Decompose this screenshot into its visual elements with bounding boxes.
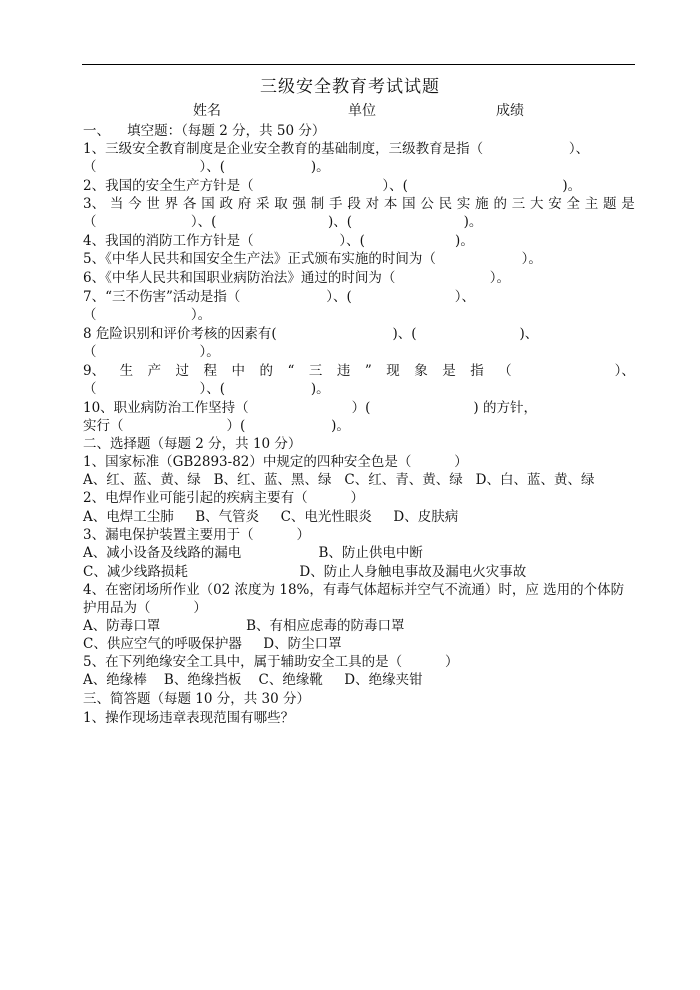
- justified-glyph: 公: [420, 196, 434, 212]
- q6-line: 6、《中华人民共和国职业病防治法》通过的时间为（ ）。: [83, 270, 510, 286]
- mc-q2: 2、电焊作业可能引起的疾病主要有（ ）: [83, 490, 365, 506]
- justified-glyph: 今: [128, 196, 142, 212]
- q5-line: 5、《中华人民共和国安全生产法》正式颁布实施的时间为（ ）。: [83, 251, 542, 267]
- justified-glyph: 三: [308, 363, 323, 379]
- justified-glyph: 本: [383, 196, 398, 212]
- justified-glyph: 大: [529, 196, 544, 212]
- justified-glyph: 的: [493, 196, 507, 212]
- q8-line-2: （ ）。: [83, 344, 220, 360]
- justified-glyph: 段: [347, 196, 361, 212]
- justified-glyph: 府: [237, 196, 252, 212]
- justified-glyph: 9、: [83, 363, 106, 379]
- justified-glyph: （ ）、: [498, 363, 635, 379]
- q2-line: 2、我国的安全生产方针是（ ）、( )。: [83, 178, 582, 194]
- justified-glyph: 违: [336, 363, 351, 379]
- score-label: 成绩: [496, 103, 524, 119]
- justified-glyph: 国: [201, 196, 215, 212]
- mc-q5: 5、在下列绝缘安全工具中，属于辅助安全工具的是（ ）: [83, 654, 459, 670]
- justified-glyph: 政: [219, 196, 233, 212]
- q3-line-2: （ ）、( )、( )。: [83, 214, 483, 230]
- justified-glyph: 施: [475, 196, 489, 212]
- justified-glyph: 是: [442, 363, 456, 379]
- q8-line-1: 8 危险识别和评价考核的因素有( )、( )、: [83, 326, 539, 342]
- justified-glyph: 安: [548, 196, 562, 212]
- q1-line-1: 1、三级安全教育制度是企业安全教育的基础制度，三级教育是指（ ）、: [83, 141, 590, 157]
- mc-q1: 1、国家标准（GB2893-82）中规定的四种安全色是（ ）: [83, 454, 468, 470]
- justified-glyph: 强: [292, 196, 307, 212]
- justified-glyph: 采: [255, 196, 270, 212]
- section-1-heading: 一、 填空题：（每题 2 分，共 50 分）: [83, 123, 326, 139]
- justified-glyph: 各: [182, 196, 197, 212]
- mc-q1-options: A、红、蓝、黄、绿 B、红、蓝、黑、绿 C、红、青、黄、绿 D、白、蓝、黄、绿: [83, 472, 595, 488]
- q10-line-1: 10、职业病防治工作坚持（ ）( ) 的方针，: [83, 400, 537, 416]
- section-3-heading: 三、简答题（每题 10 分，共 30 分）: [83, 691, 311, 707]
- mc-q3: 3、漏电保护装置主要用于（ ）: [83, 527, 311, 543]
- name-label: 姓名: [193, 103, 221, 119]
- justified-glyph: 题: [603, 196, 617, 212]
- page-title: 三级安全教育考试试题: [260, 77, 440, 97]
- justified-glyph: 三: [511, 196, 526, 212]
- q7-line-1: 7、“三不伤害”活动是指（ ）、( ）、: [83, 289, 475, 305]
- mc-q4-options-c: C、供应空气的呼吸保护器 D、防尘口罩: [83, 636, 342, 652]
- justified-glyph: 当: [109, 196, 124, 212]
- justified-glyph: 指: [470, 363, 484, 379]
- justified-glyph: 对: [365, 196, 380, 212]
- q7-line-2: （ ）。: [83, 307, 212, 323]
- section-2-heading: 二、选择题（每题 2 分，共 10 分）: [83, 436, 302, 452]
- justified-glyph: 象: [414, 363, 428, 379]
- essay-q1: 1、操作现场违章表现范围有哪些？: [83, 710, 295, 726]
- mc-q5-options: A、绝缘棒 B、绝缘挡板 C、绝缘靴 D、绝缘夹钳: [83, 672, 423, 688]
- mc-q4-line-1: 4、在密闭场所作业（02 浓度为 18%，有毒气体超标并空气不流通）时，应 选用的个体防: [83, 582, 625, 598]
- justified-glyph: “: [287, 363, 295, 379]
- justified-glyph: 实: [456, 196, 471, 212]
- justified-glyph: 3、: [83, 196, 106, 212]
- mc-q4-options-a: A、防毒口罩 B、有相应虑毒的防毒口罩: [83, 618, 405, 634]
- justified-glyph: 国: [402, 196, 416, 212]
- justified-glyph: 手: [329, 196, 343, 212]
- justified-glyph: 产: [147, 363, 162, 379]
- justified-glyph: 世: [146, 196, 160, 212]
- q9-line-1: [83, 361, 635, 381]
- mc-q3-options-c: C、减少线路损耗 D、防止人身触电事故及漏电火灾事故: [83, 564, 527, 580]
- justified-glyph: 中: [231, 363, 246, 379]
- justified-glyph: 的: [259, 363, 273, 379]
- justified-glyph: 过: [175, 363, 190, 379]
- justified-glyph: 取: [274, 196, 288, 212]
- q4-line: 4、我国的消防工作方针是（ ）、( )。: [83, 233, 474, 249]
- q9-line-2: （ ）、( )。: [83, 381, 330, 397]
- justified-glyph: 主: [584, 196, 599, 212]
- justified-glyph: 民: [438, 196, 453, 212]
- justified-glyph: 制: [310, 196, 325, 212]
- mc-q3-options-a: A、减小设备及线路的漏电 B、防止供电中断: [83, 545, 423, 561]
- justified-glyph: 现: [386, 363, 400, 379]
- justified-glyph: 生: [119, 363, 134, 379]
- justified-glyph: ”: [364, 363, 372, 379]
- mc-q4-line-2: 护用品为（ ）: [83, 600, 207, 616]
- q1-line-2: （ ）、( )。: [83, 159, 330, 175]
- justified-glyph: 界: [164, 196, 179, 212]
- justified-glyph: 全: [566, 196, 580, 212]
- mc-q2-options: A、电焊工尘肺 B、气管炎 C、电光性眼炎 D、皮肤病: [83, 509, 459, 525]
- q10-line-2: 实行（ ）( )。: [83, 418, 350, 434]
- justified-glyph: 程: [203, 363, 218, 379]
- justified-glyph: 是: [621, 196, 635, 212]
- unit-label: 单位: [348, 103, 376, 119]
- q3-line-1: [83, 194, 635, 214]
- top-rule: [82, 64, 635, 65]
